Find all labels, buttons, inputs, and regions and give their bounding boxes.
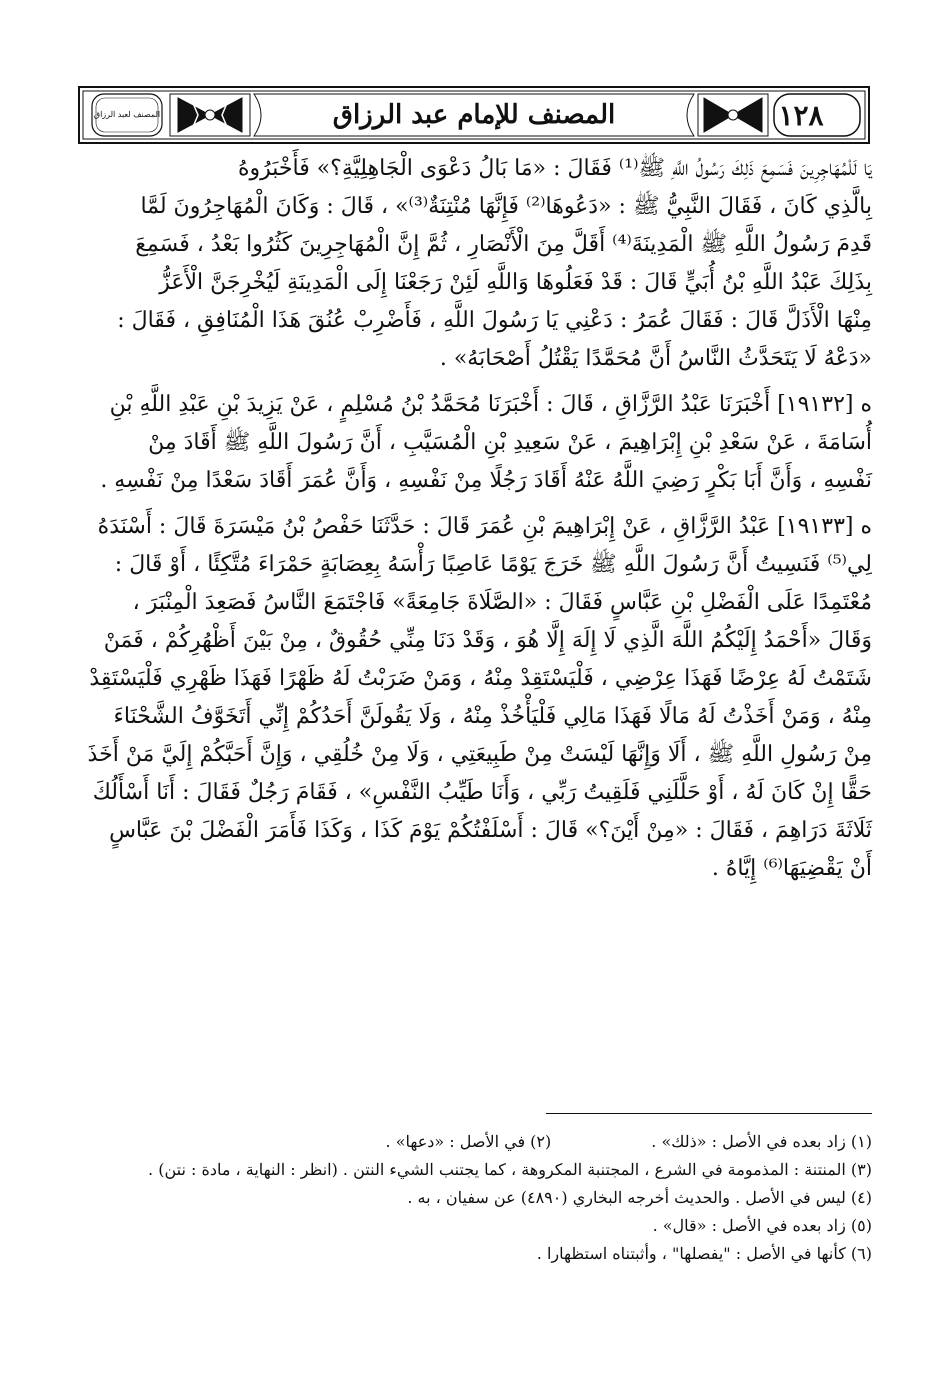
book-badge-logo — [92, 94, 162, 136]
text-line: مِنْ رَسُولِ اللَّهِ ﷺ ، أَلَا وَإِنَّهَا لَيْسَتْ مِنْ طَبِيعَتِي ، وَلَا مِنْ خُلُقِي ، وَإِنَّ أَحَبَّكُمْ إِلَيَّ مَنْ أَخَذَ — [87, 742, 872, 767]
paragraph — [76, 150, 872, 378]
text-line: ثَلَاثَةَ دَرَاهِمَ ، فَقَالَ : «مِنْ أَيْنَ؟» قَالَ : أَسْلَفْتُكُمْ يَوْمَ كَذَا ، وَكَذَا فَأَمَرَ الْفَضْلَ بْنَ عَبَّاسٍ — [109, 818, 872, 843]
text-line: حَقًّا إِنْ كَانَ لَهُ ، أَوْ حَلَّلَنِي فَلَقِيتُ رَبِّي ، وَأَنَا طَيِّبُ النَّفْسِ» ، فَقَامَ رَجُلٌ فَقَالَ : أَنَا أَسْأَلُكَ — [92, 780, 872, 805]
text-line: شَتَمْتُ لَهُ عِرْضًا فَهَذَا عِرْضِي ، فَلْيَسْتَقِدْ مِنْهُ ، وَمَنْ ضَرَبْتُ لَهُ ظَهْرًا فَهَذَا ظَهْرِي فَلْيَسْتَقِدْ — [89, 666, 872, 691]
text-line: أُسَامَةَ ، عَنْ سَعْدِ بْنِ إِبْرَاهِيمَ ، عَنْ سَعِيدِ بْنِ الْمُسَيَّبِ ، أَنَّ رَسُولَ اللَّهِ ﷺ أَقَادَ مِنْ — [148, 430, 872, 455]
hadith-19132 — [76, 386, 872, 500]
page-number: ١٢٨ — [778, 98, 824, 132]
text-line: ه [١٩١٣٣] عَبْدُ الرَّزَّاقِ ، عَنْ إِبْرَاهِيمَ بْنِ عُمَرَ قَالَ : حَدَّثَنَا حَفْصُ بْنُ مَيْسَرَةَ قَالَ : أَسْنَدَهُ — [97, 514, 872, 539]
text-line: قَدِمَ رَسُولُ اللَّهِ ﷺ الْمَدِينَةَ⁽⁴⁾ أَقَلَّ مِنَ الْأَنْصَارِ ، ثُمَّ إِنَّ الْمُهَاجِرِينَ كَثُرُوا بَعْدُ ، فَسَمِعَ — [135, 232, 872, 257]
footnote-4: (٤) ليس في الأصل . والحديث أخرجه البخاري (٤٨٩٠) عن سفيان ، به . — [407, 1188, 872, 1207]
text-line: بِالَّذِي كَانَ ، فَقَالَ النَّبِيُّ ﷺ : «دَعُوهَا⁽²⁾ فَإِنَّهَا مُنْتِنَةٌ⁽³⁾» ، قَالَ : وَكَانَ الْمُهَاجِرُونَ لَمَّا — [140, 194, 872, 219]
left-ornament — [170, 94, 250, 136]
text-line: مِنْهَا الْأَذَلَّ قَالَ : فَقَالَ عُمَرُ : دَعْنِي يَا رَسُولَ اللَّهِ ، فَأَضْرِبْ عُنُقَ هَذَا الْمُنَافِقِ ، فَقَالَ : — [117, 308, 872, 333]
text-line: وَقَالَ «أَحْمَدُ إِلَيْكُمُ اللَّهَ الَّذِي لَا إِلَهَ إِلَّا هُوَ ، وَقَدْ دَنَا مِنِّي حُقُوقٌ ، مِنْ بَيْنَ أَظْهُرِكُمْ ، فَمَنْ — [103, 628, 872, 653]
main-text — [76, 150, 872, 896]
footnote-6: (٦) كأنها في الأصل : "يفصلها" ، وأثبتناه استظهارا . — [536, 1244, 872, 1263]
book-title: المصنف للإمام عبد الرزاق — [332, 100, 616, 130]
footnote-divider — [546, 1113, 872, 1114]
text-line: مِنْهُ ، وَمَنْ أَخَذْتُ لَهُ مَالًا فَهَذَا مَالِي فَلْيَأْخُذْ مِنْهُ ، وَلَا يَقُولَنَّ أَحَدُكُمْ إِنِّي أَتَخَوَّفُ الشَّحْنَاءَ — [113, 704, 872, 729]
text-line: نَفْسِهِ ، وَأَنَّ أَبَا بَكْرٍ رَضِيَ اللَّهُ عَنْهُ أَقَادَ رَجُلًا مِنْ نَفْسِهِ ، وَأَنَّ عُمَرَ أَقَادَ سَعْدًا مِنْ نَفْسِهِ . — [100, 468, 872, 493]
footnote-row — [76, 1128, 872, 1156]
text-line: يَا لَلْمُهَاجِرِينَ فَسَمِعَ ذَلِكَ رَسُولُ اللَّهِ ﷺ⁽¹⁾ فَقَالَ : «مَا بَالُ دَعْوَى الْجَاهِلِيَّةِ؟» فَأَخْبَرُوهُ — [237, 156, 872, 181]
text-line: بِذَلِكَ عَبْدُ اللَّهِ بْنُ أُبَيٍّ قَالَ : قَدْ فَعَلُوهَا وَاللَّهِ لَئِنْ رَجَعْنَا إِلَى الْمَدِينَةِ لَيُخْرِجَنَّ الْأَعَزُّ — [159, 270, 872, 295]
footnotes — [76, 1128, 872, 1268]
text-line: لِي⁽⁵⁾ فَنَسِيتُ أَنَّ رَسُولَ اللَّهِ ﷺ خَرَجَ يَوْمًا عَاصِبًا رَأْسَهُ بِعِصَابَةٍ حَمْرَاءَ مُتَّكِئًا ، أَوْ قَالَ : — [114, 552, 872, 577]
page-header — [78, 86, 870, 144]
hadith-19133 — [76, 508, 872, 888]
text-line: مُعْتَمِدًا عَلَى الْفَضْلِ بْنِ عَبَّاسٍ فَقَالَ : «الصَّلَاةَ جَامِعَةً» فَاجْتَمَعَ النَّاسُ فَصَعِدَ الْمِنْبَرَ ، — [132, 590, 872, 615]
text-line: أَنْ يَقْضِيَهَا⁽⁶⁾ إِيَّاهُ . — [711, 856, 872, 881]
badge-text: المصنف لعبد الرزاق — [93, 110, 161, 119]
text-line: ه [١٩١٣٢] أَخْبَرَنَا عَبْدُ الرَّزَّاقِ ، قَالَ : أَخْبَرَنَا مُحَمَّدُ بْنُ مُسْلِمٍ ، عَنْ يَزِيدَ بْنِ عَبْدِ اللَّهِ بْنِ — [109, 392, 872, 417]
footnote-2: (٢) في الأصل : «دعها» . — [385, 1132, 552, 1151]
footnote-3: (٣) المنتنة : المذمومة في الشرع ، المجتنبة المكروهة ، كما يجتنب الشيء النتن . (انظر : النهاية ، مادة : نتن) . — [148, 1160, 872, 1179]
text-line: «دَعْهُ لَا يَتَحَدَّثُ النَّاسُ أَنَّ مُحَمَّدًا يَقْتُلُ أَصْحَابَهُ» . — [439, 346, 872, 371]
footnote-1: (١) زاد بعده في الأصل : «ذلك» . — [651, 1132, 872, 1151]
footnote-5: (٥) زاد بعده في الأصل : «قال» . — [652, 1216, 872, 1235]
